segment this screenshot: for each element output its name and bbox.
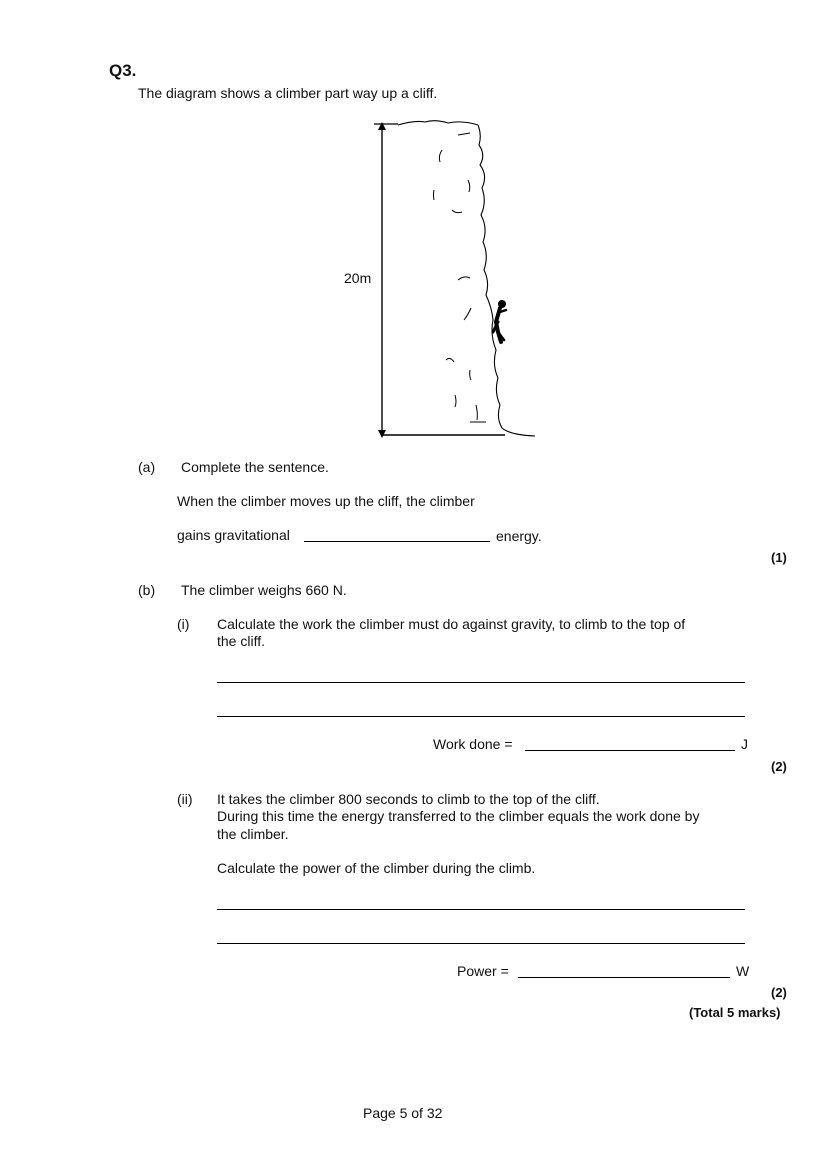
page-number: Page 5 of 32 <box>363 1105 443 1121</box>
part-b-ii-instruction: Calculate the power of the climber during the climb. <box>217 860 536 876</box>
part-b-i-label: (i) <box>177 616 190 632</box>
part-b-i-text-line2: the cliff. <box>217 633 265 649</box>
question-number: Q3. <box>109 61 137 80</box>
question-intro: The diagram shows a climber part way up a cliff. <box>138 85 438 101</box>
part-b-label: (b) <box>138 582 156 598</box>
part-a-marks: (1) <box>771 550 787 565</box>
work-done-unit: J <box>741 736 748 752</box>
part-a-sentence-end: energy. <box>496 528 542 544</box>
part-b-i-marks: (2) <box>771 759 787 774</box>
part-a-answer-blank[interactable] <box>304 541 490 542</box>
height-label: 20m <box>344 270 372 286</box>
work-done-answer-blank[interactable] <box>525 750 735 751</box>
part-b-i-working-line-2[interactable] <box>217 716 745 717</box>
part-b-ii-marks: (2) <box>771 985 787 1000</box>
part-b-statement: The climber weighs 660 N. <box>181 582 347 598</box>
climber-figure-icon <box>493 300 506 342</box>
part-b-ii-text-line1: It takes the climber 800 seconds to climb to the top of the cliff. <box>217 791 600 807</box>
part-a-sentence-line1: When the climber moves up the cliff, the climber <box>177 493 475 509</box>
power-answer-blank[interactable] <box>518 977 730 978</box>
work-done-label: Work done = <box>433 736 513 752</box>
part-b-ii-text-line2: During this time the energy transferred to the climber equals the work done by <box>217 808 700 824</box>
part-b-i-text-line1: Calculate the work the climber must do against gravity, to climb to the top of <box>217 616 686 632</box>
part-a-instruction: Complete the sentence. <box>181 459 329 475</box>
part-a-sentence-start: gains gravitational <box>177 527 290 543</box>
part-b-i-working-line-1[interactable] <box>217 682 745 683</box>
part-a-label: (a) <box>138 459 156 475</box>
part-b-ii-working-line-1[interactable] <box>217 909 745 910</box>
total-marks: (Total 5 marks) <box>689 1005 781 1020</box>
power-unit: W <box>736 963 750 979</box>
power-label: Power = <box>457 963 509 979</box>
part-b-ii-text-line3: the climber. <box>217 826 289 842</box>
part-b-ii-label: (ii) <box>177 791 193 807</box>
part-b-ii-working-line-2[interactable] <box>217 943 745 944</box>
